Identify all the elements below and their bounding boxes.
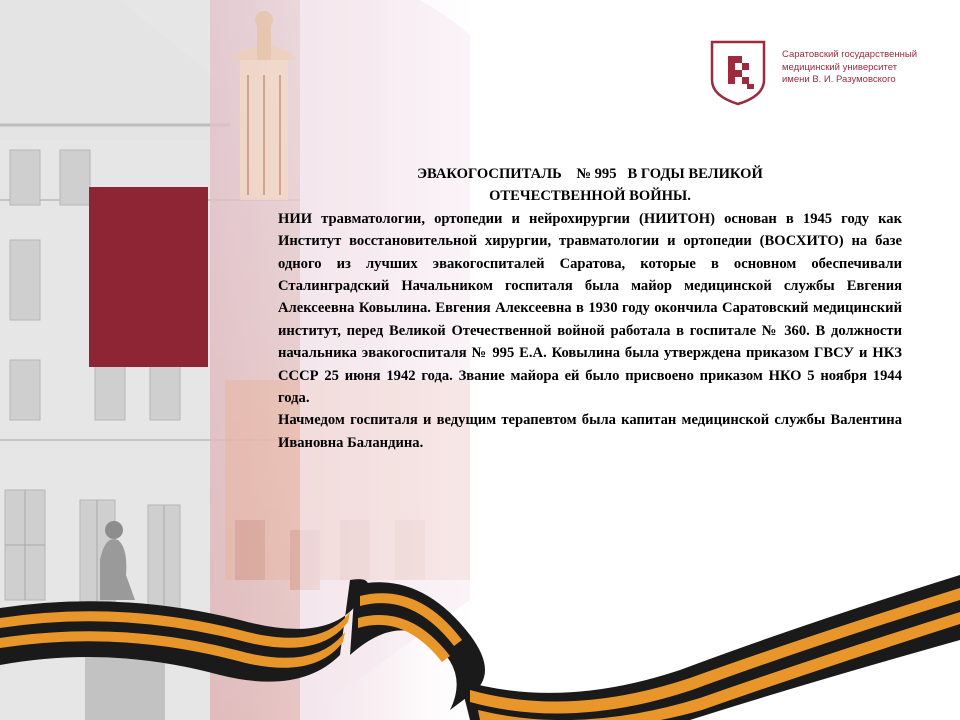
university-name-line3: имени В. И. Разумовского: [782, 74, 896, 85]
university-name-line1: Саратовский государственный: [782, 49, 918, 60]
university-logo: [708, 38, 938, 106]
university-name-line2: медицинский университет: [782, 61, 898, 73]
university-name: [782, 49, 942, 87]
paragraph-2: Начмедом госпиталя и ведущим терапевтом была капитан медицинской службы Валентина Ивановна Баландина.: [278, 412, 902, 451]
paragraph-1: НИИ травматологии, ортопедии и нейрохирургии (НИИТОН) основан в 1945 году как Институт восстановительной хирургии, травматологии и ортопедии (ВОСХИТО) на базе одного из лучших эвакогоспиталей Саратова, которые в основном обеспечивали Сталинградский Начальником госпиталя была майор медицинской службы Евгения Алексеевна Ковылина. Евгения Алексеевна в 1930 году окончила Саратовский медицинский институт, перед Великой Отечественной войной работала в госпитале № 360. В должности начальника эвакогоспиталя № 995 Е.А. Ковылина была утверждена приказом ГВСУ и НКЗ СССР 25 июня 1942 года. Звание майора ей было присвоено приказом НКО 5 ноября 1944 года.: [278, 210, 902, 407]
university-emblem-icon: [708, 38, 768, 106]
title-line2: ОТЕЧЕСТВЕННОЙ ВОЙНЫ.: [489, 188, 691, 205]
main-text: [278, 163, 902, 454]
st-george-ribbon-image: [0, 560, 960, 720]
slide-title: [278, 163, 902, 208]
title-line1: ЭВАКОГОСПИТАЛЬ № 995 В ГОДЫ ВЕЛИКОЙ: [417, 166, 763, 182]
accent-square: [89, 187, 208, 367]
